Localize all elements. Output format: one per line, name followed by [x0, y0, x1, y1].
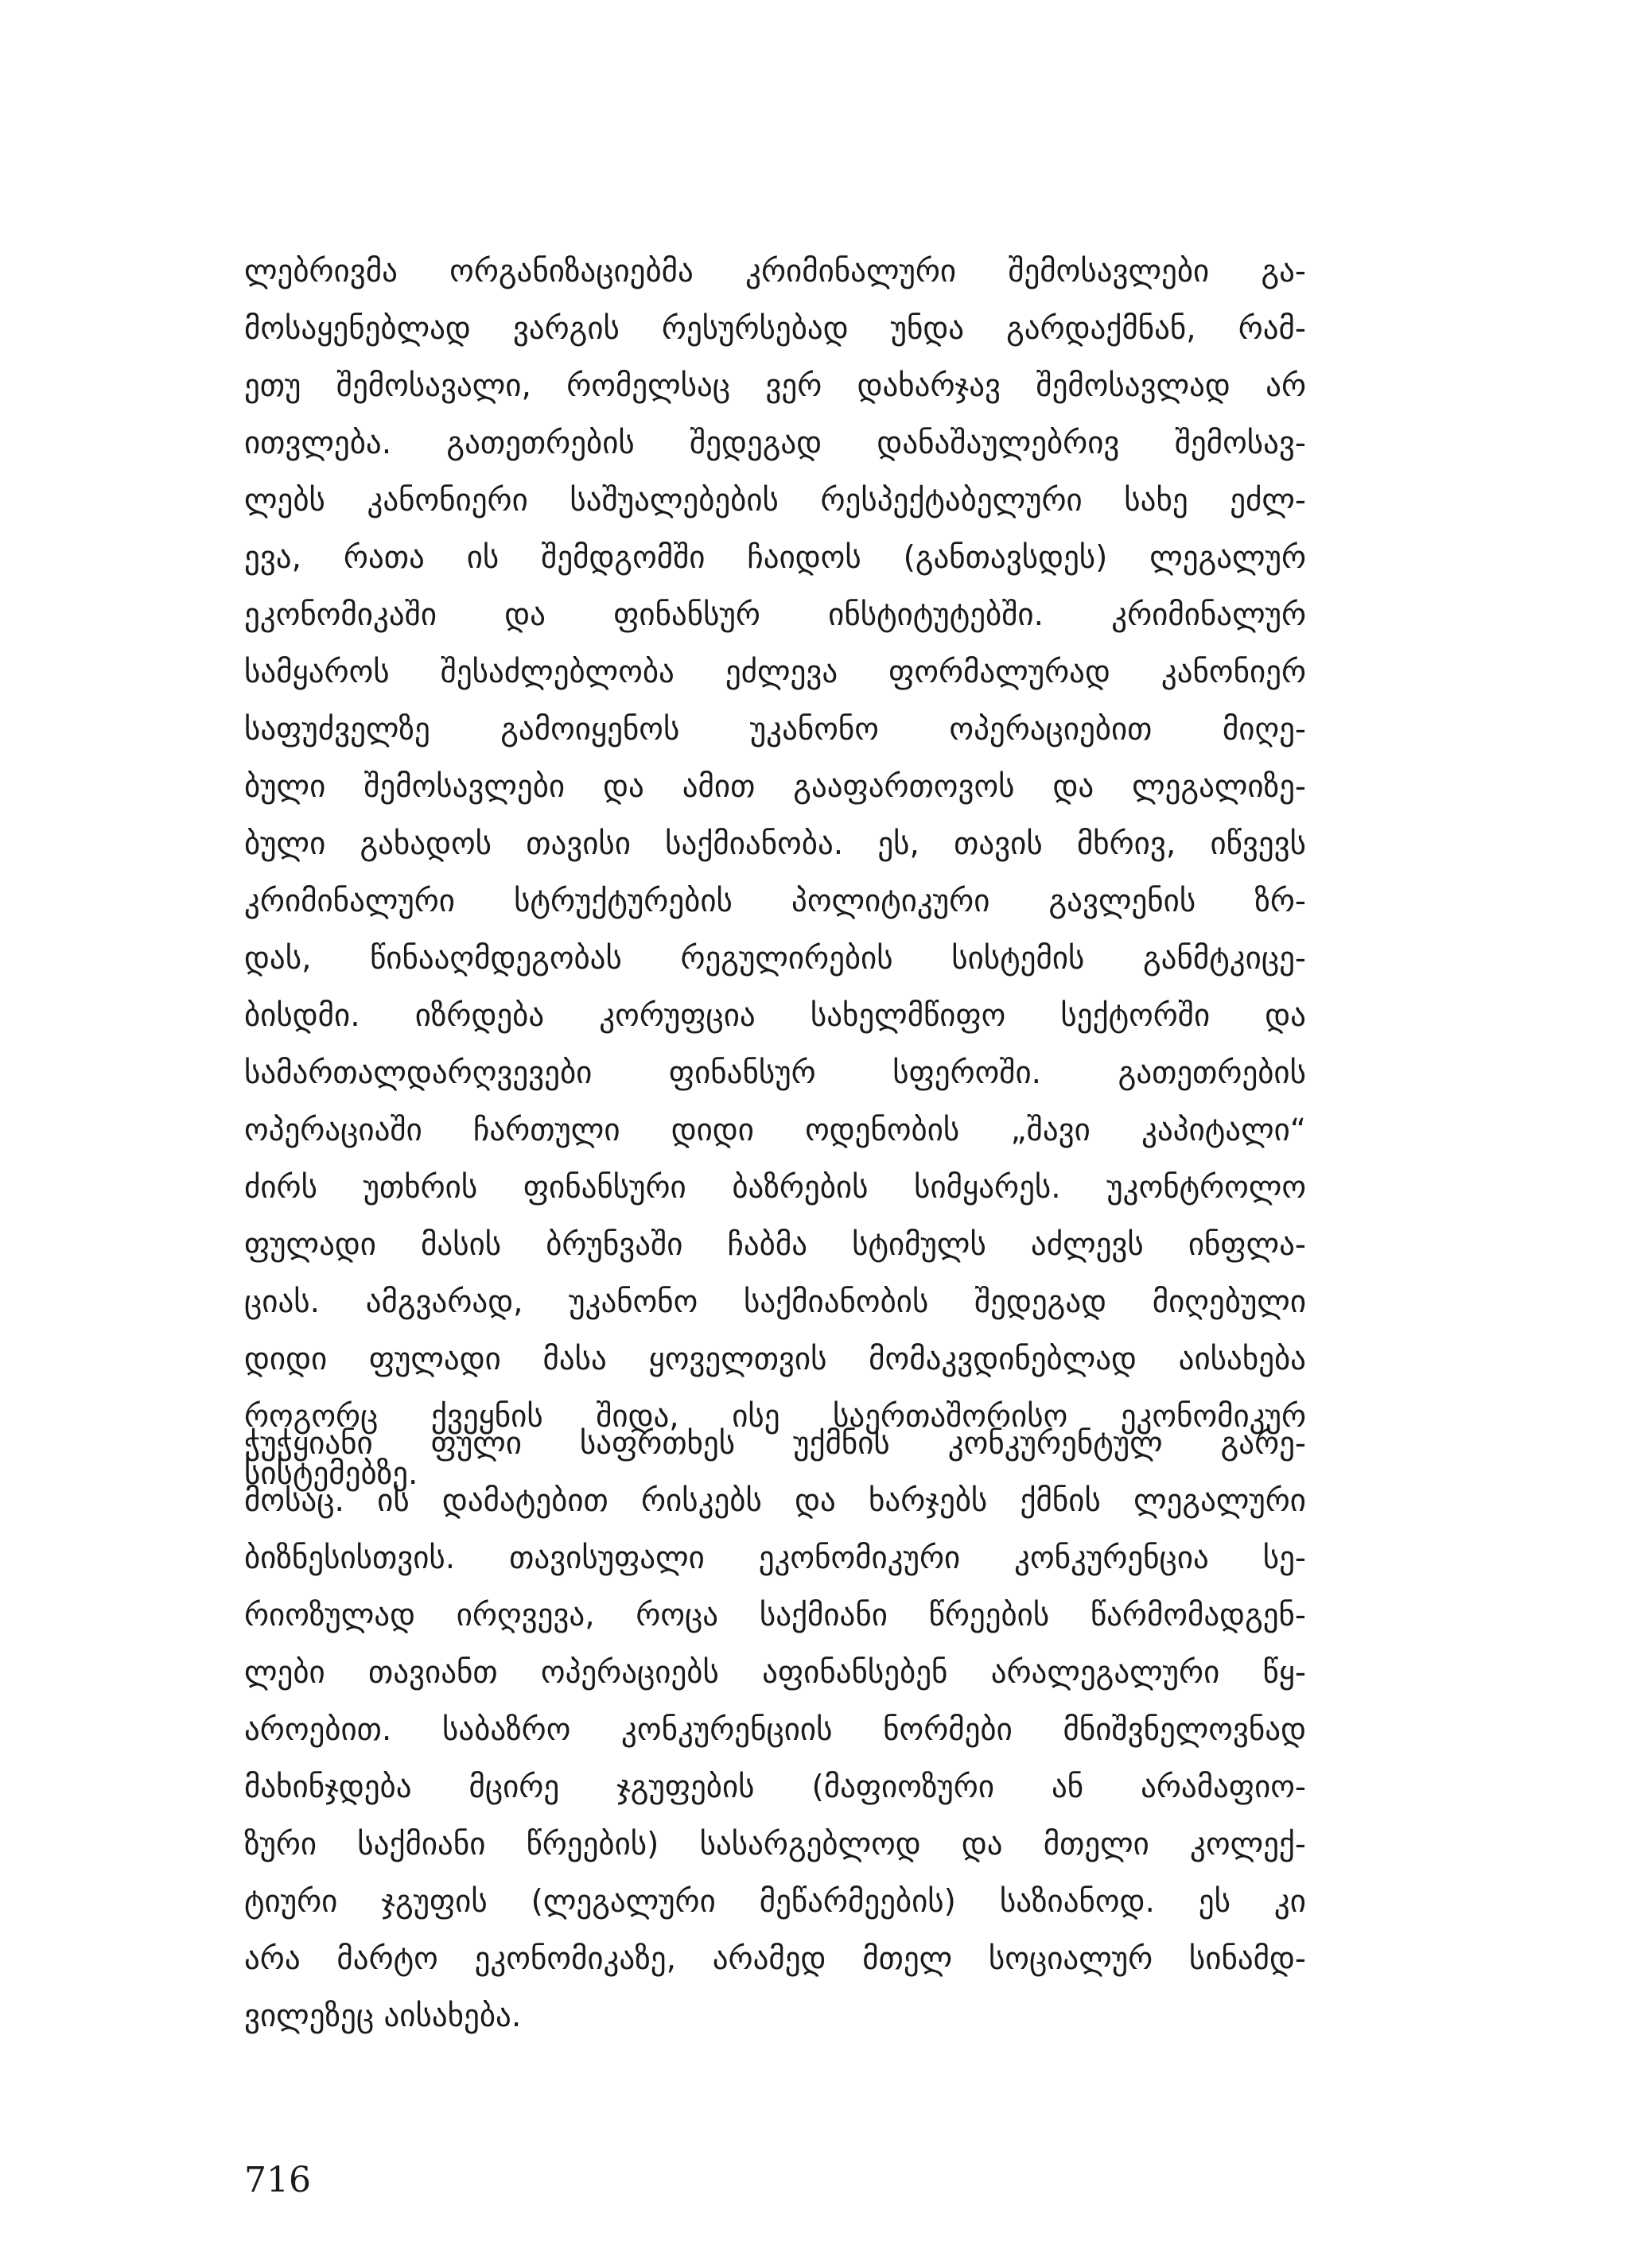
- text-line: მოსაც. ის დამატებით რისკებს და ხარჯებს ქმნის ლეგალური: [244, 1483, 1306, 1519]
- text-line: ზური საქმიანი წრეების) სასარგებლოდ და მთელი კოლექ-: [244, 1827, 1306, 1862]
- text-line: ევა, რათა ის შემდგომში ჩაიდოს (განთავსდეს) ლეგალურ: [244, 540, 1306, 576]
- text-line: ეთუ შემოსავალი, რომელსაც ვერ დახარჯავ შემოსავლად არ: [244, 368, 1306, 404]
- text-line: ფულადი მასის ბრუნვაში ჩაბმა სტიმულს აძლევს ინფლა-: [244, 1227, 1306, 1263]
- text-line: დას, წინააღმდეგობას რეგულირების სისტემის განმტკიცე-: [244, 941, 1306, 977]
- text-line: აროებით. საბაზრო კონკურენციის ნორმები მნიშვნელოვნად: [244, 1712, 1306, 1748]
- text-line: საფუძველზე გამოიყენოს უკანონო ოპერაციებით მიღე-: [244, 712, 1306, 748]
- text-line: ციას. ამგვარად, უკანონო საქმიანობის შედეგად მიღებული: [244, 1284, 1306, 1320]
- text-line: ტიური ჯგუფის (ლეგალური მეწარმეების) საზიანოდ. ეს კი: [244, 1884, 1306, 1920]
- text-line: არა მარტო ეკონომიკაზე, არამედ მთელ სოციალურ სინამდ-: [244, 1941, 1306, 1977]
- text-line: ითვლება. გათეთრების შედეგად დანაშაულებრივ შემოსავ-: [244, 425, 1306, 461]
- text-line: ჭუჭყიანი ფული საფრთხეს უქმნის კონკურენტულ გარე-: [244, 1426, 1306, 1462]
- text-line: ბიზნესისთვის. თავისუფალი ეკონომიკური კონკურენცია სე-: [244, 1540, 1306, 1576]
- text-line: ლებს კანონიერი საშუალებების რესპექტაბელური სახე ეძლ-: [244, 483, 1306, 518]
- body-paragraph-1: [244, 243, 1306, 1503]
- text-line: ძირს უთხრის ფინანსური ბაზრების სიმყარეს. უკონტროლო: [244, 1170, 1306, 1206]
- text-line: მახინჯდება მცირე ჯგუფების (მაფიოზური ან არამაფიო-: [244, 1769, 1306, 1805]
- text-line: ლები თავიანთ ოპერაციებს აფინანსებენ არალეგალური წყ-: [244, 1655, 1306, 1691]
- text-line: სამყაროს შესაძლებლობა ეძლევა ფორმალურად კანონიერ: [244, 654, 1306, 690]
- text-line: კრიმინალური სტრუქტურების პოლიტიკური გავლენის ზრ-: [244, 884, 1306, 919]
- text-line: ლებრივმა ორგანიზაციებმა კრიმინალური შემოსავლები გა-: [244, 254, 1306, 289]
- body-paragraph-2: [244, 1416, 1306, 2045]
- page-number: 716: [244, 2160, 311, 2200]
- text-line: ბული გახადოს თავისი საქმიანობა. ეს, თავის მხრივ, იწვევს: [244, 826, 1306, 862]
- text-line: სისტემებზე.: [244, 1456, 418, 1492]
- text-line: ბისდმი. იზრდება კორუფცია სახელმწიფო სექტორში და: [244, 998, 1306, 1034]
- text-line: როგორც ქვეყნის შიდა, ისე საერთაშორისო ეკონომიკურ: [244, 1399, 1306, 1435]
- text-line: დიდი ფულადი მასა ყოველთვის მომაკვდინებლად აისახება: [244, 1342, 1306, 1377]
- text-line: სამართალდარღვევები ფინანსურ სფეროში. გათეთრების: [244, 1055, 1306, 1091]
- text-line: მოსაყენებლად ვარგის რესურსებად უნდა გარდაქმნან, რამ-: [244, 311, 1306, 347]
- text-line: ვილეზეც აისახება.: [244, 1998, 522, 2034]
- text-line: ოპერაციაში ჩართული დიდი ოდენობის „შავი კაპიტალი“: [244, 1113, 1306, 1148]
- text-line: ბული შემოსავლები და ამით გააფართოვოს და ლეგალიზე-: [244, 769, 1306, 805]
- text-line: რიოზულად ირღვევა, როცა საქმიანი წრეების წარმომადგენ-: [244, 1598, 1306, 1633]
- text-line: ეკონომიკაში და ფინანსურ ინსტიტუტებში. კრიმინალურ: [244, 597, 1306, 633]
